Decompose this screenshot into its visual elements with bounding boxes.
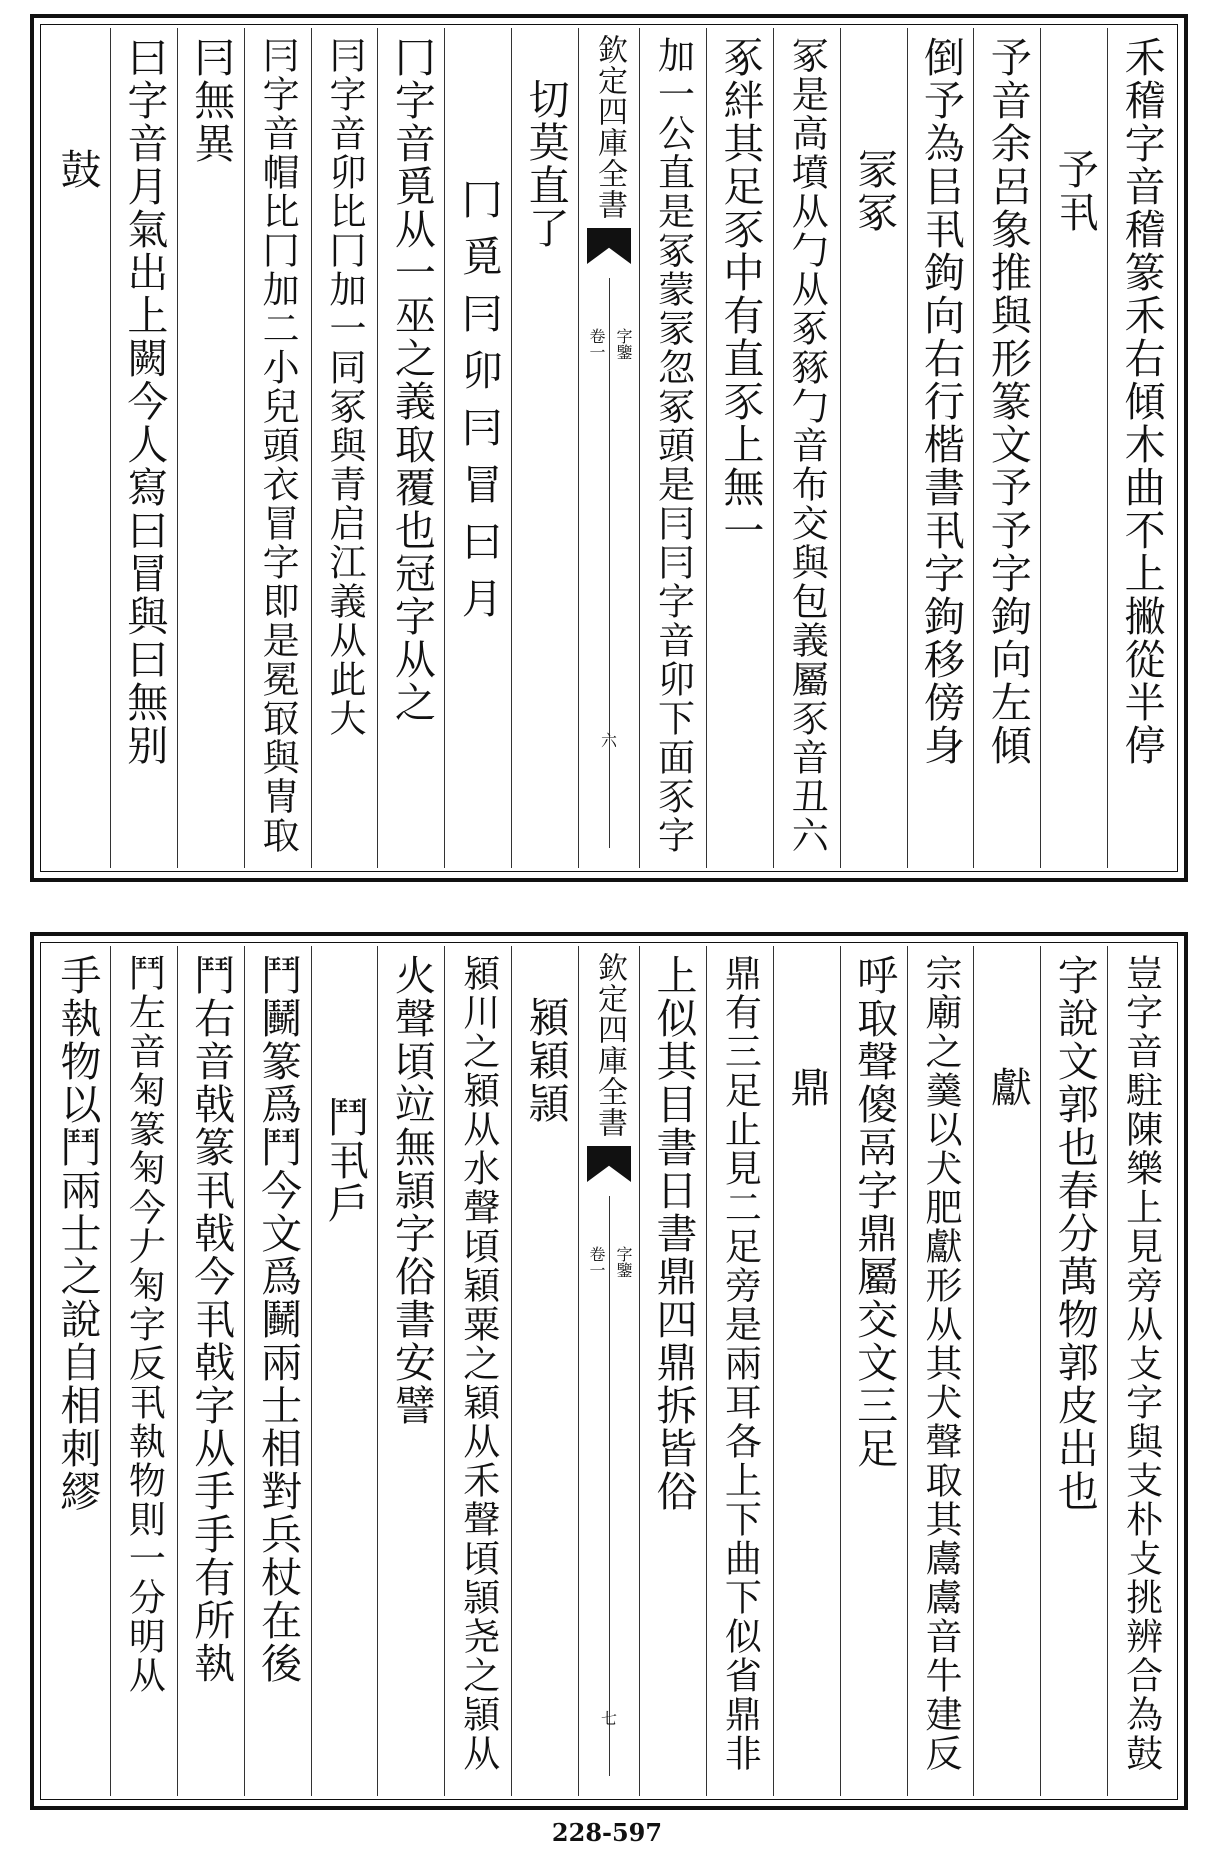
text-column bbox=[177, 28, 244, 868]
text-column bbox=[44, 28, 110, 868]
column-text: 呼取聲傻鬲字鼎屬交文三足 bbox=[850, 954, 899, 1470]
entry-heading: 冡冢 bbox=[850, 148, 899, 234]
column-text: 切莫直了 bbox=[521, 78, 570, 250]
volume-label: 卷一 bbox=[587, 328, 606, 360]
text-column bbox=[773, 946, 840, 1796]
entry-heading: 冂覓冃卯冃冒曰月 bbox=[454, 178, 503, 634]
column-text: 潁川之潁从水聲頃穎粟之穎从禾聲頃頴尧之頴从 bbox=[456, 954, 500, 1773]
column-text: 上似其目書日書鼎四鼎拆皆俗 bbox=[649, 954, 698, 1513]
column-text: 禾稽字音稽篆禾右傾木曲不上撇從半停 bbox=[1117, 36, 1166, 767]
text-column bbox=[311, 946, 378, 1796]
column-text: 豖絆其足豕中有直豕上無一 bbox=[716, 36, 765, 552]
column-text: 宗廟之羹以犬肥獻形从其犬聲取其鬳鬳音牛建反 bbox=[918, 954, 962, 1773]
book-short-title: 字鑒 bbox=[614, 1246, 633, 1278]
text-column bbox=[639, 28, 706, 868]
entry-heading: 潁穎頴 bbox=[521, 996, 570, 1125]
center-fold bbox=[578, 28, 639, 868]
top-page-columns bbox=[44, 28, 1174, 868]
fishtail-mark-icon bbox=[587, 1146, 631, 1182]
text-column bbox=[773, 28, 840, 868]
entry-heading: 鼓 bbox=[53, 148, 102, 191]
text-column bbox=[1040, 28, 1107, 868]
fold-line bbox=[609, 278, 610, 848]
text-column bbox=[639, 946, 706, 1796]
book-title: 欽定四庫全書 bbox=[592, 34, 627, 220]
folio-number: 六 bbox=[600, 731, 618, 750]
column-text: 冃字音卯比冂加一同冢與青启江義从此大 bbox=[322, 36, 366, 738]
column-text: 字說文郭也春分萬物郭皮出也 bbox=[1050, 954, 1099, 1513]
entry-heading: 獻 bbox=[983, 1066, 1032, 1109]
column-text: 鬥鬭篆爲鬥今文爲鬭兩士相對兵杖在後 bbox=[254, 954, 303, 1685]
column-text: 曰字音月氣出上闕今人寫曰冒與曰無别 bbox=[120, 36, 169, 767]
column-text: 手執物以鬥兩士之說自相刺繆 bbox=[53, 954, 102, 1513]
book-title: 欽定四庫全書 bbox=[592, 952, 627, 1138]
volume-label: 卷一 bbox=[587, 1246, 606, 1278]
column-text: 鼎有三足止見二足旁是兩耳各上下曲下似省鼎非 bbox=[718, 954, 762, 1773]
top-page bbox=[30, 14, 1188, 882]
book-short-title: 字鑒 bbox=[614, 328, 633, 360]
column-text: 冃字音帽比冂加二小兒頭衣冒字即是冕冣與冑取 bbox=[256, 36, 300, 855]
column-text: 火聲頃竝無頴字俗書安譬 bbox=[387, 954, 436, 1427]
text-column bbox=[177, 946, 244, 1796]
fishtail-mark-icon bbox=[587, 228, 631, 264]
entry-heading: 鼎 bbox=[783, 1066, 832, 1109]
text-column bbox=[444, 946, 511, 1796]
text-column bbox=[907, 946, 974, 1796]
column-text: 冃無異 bbox=[187, 36, 236, 165]
text-column bbox=[110, 946, 177, 1796]
text-column bbox=[973, 946, 1040, 1796]
text-column bbox=[706, 946, 773, 1796]
text-column bbox=[840, 946, 907, 1796]
column-text: 鬥右音戟篆丮戟今丮戟字从手手有所執 bbox=[187, 954, 236, 1685]
text-column bbox=[511, 28, 578, 868]
text-column bbox=[244, 946, 311, 1796]
page-number: 228-597 bbox=[551, 1818, 663, 1847]
text-column bbox=[110, 28, 177, 868]
text-column bbox=[1040, 946, 1107, 1796]
text-column bbox=[973, 28, 1040, 868]
text-column bbox=[907, 28, 974, 868]
text-column bbox=[706, 28, 773, 868]
column-text: 冢是高墳从勹从豖豩勹音布交與包義屬豕音丑六 bbox=[785, 36, 829, 855]
text-column bbox=[444, 28, 511, 868]
column-text: 倒予為㠯丮鉤向右行楷書丮字鉤移傍身 bbox=[916, 36, 965, 767]
bottom-page-columns bbox=[44, 946, 1174, 1796]
entry-heading: 予丮 bbox=[1050, 148, 1099, 234]
column-text: 予音余呂象推與形篆文予予字鉤向左傾 bbox=[983, 36, 1032, 767]
text-column bbox=[511, 946, 578, 1796]
center-fold bbox=[578, 946, 639, 1796]
text-column bbox=[244, 28, 311, 868]
bottom-page bbox=[30, 932, 1188, 1810]
text-column bbox=[840, 28, 907, 868]
text-column bbox=[44, 946, 110, 1796]
text-column bbox=[377, 946, 444, 1796]
text-column bbox=[311, 28, 378, 868]
folio-number: 七 bbox=[600, 1709, 618, 1728]
column-text: 冂字音覓从一巫之義取覆也冠字从之 bbox=[387, 36, 436, 724]
column-text: 加一公直是冢蒙冡忽冢頭是冃冃字音卯下面豕字 bbox=[651, 36, 695, 855]
column-text: 豈字音駐陳樂上見旁从攴字與支朴攴挑辨合為鼓 bbox=[1119, 954, 1163, 1773]
entry-heading: 鬥丮戶 bbox=[320, 1096, 369, 1225]
text-column bbox=[1107, 946, 1174, 1796]
text-column bbox=[377, 28, 444, 868]
fold-line bbox=[609, 1196, 610, 1776]
column-text: 鬥左音匊篆匊今𠂇匊字反丮執物則一分明从 bbox=[122, 954, 166, 1695]
text-column bbox=[1107, 28, 1174, 868]
